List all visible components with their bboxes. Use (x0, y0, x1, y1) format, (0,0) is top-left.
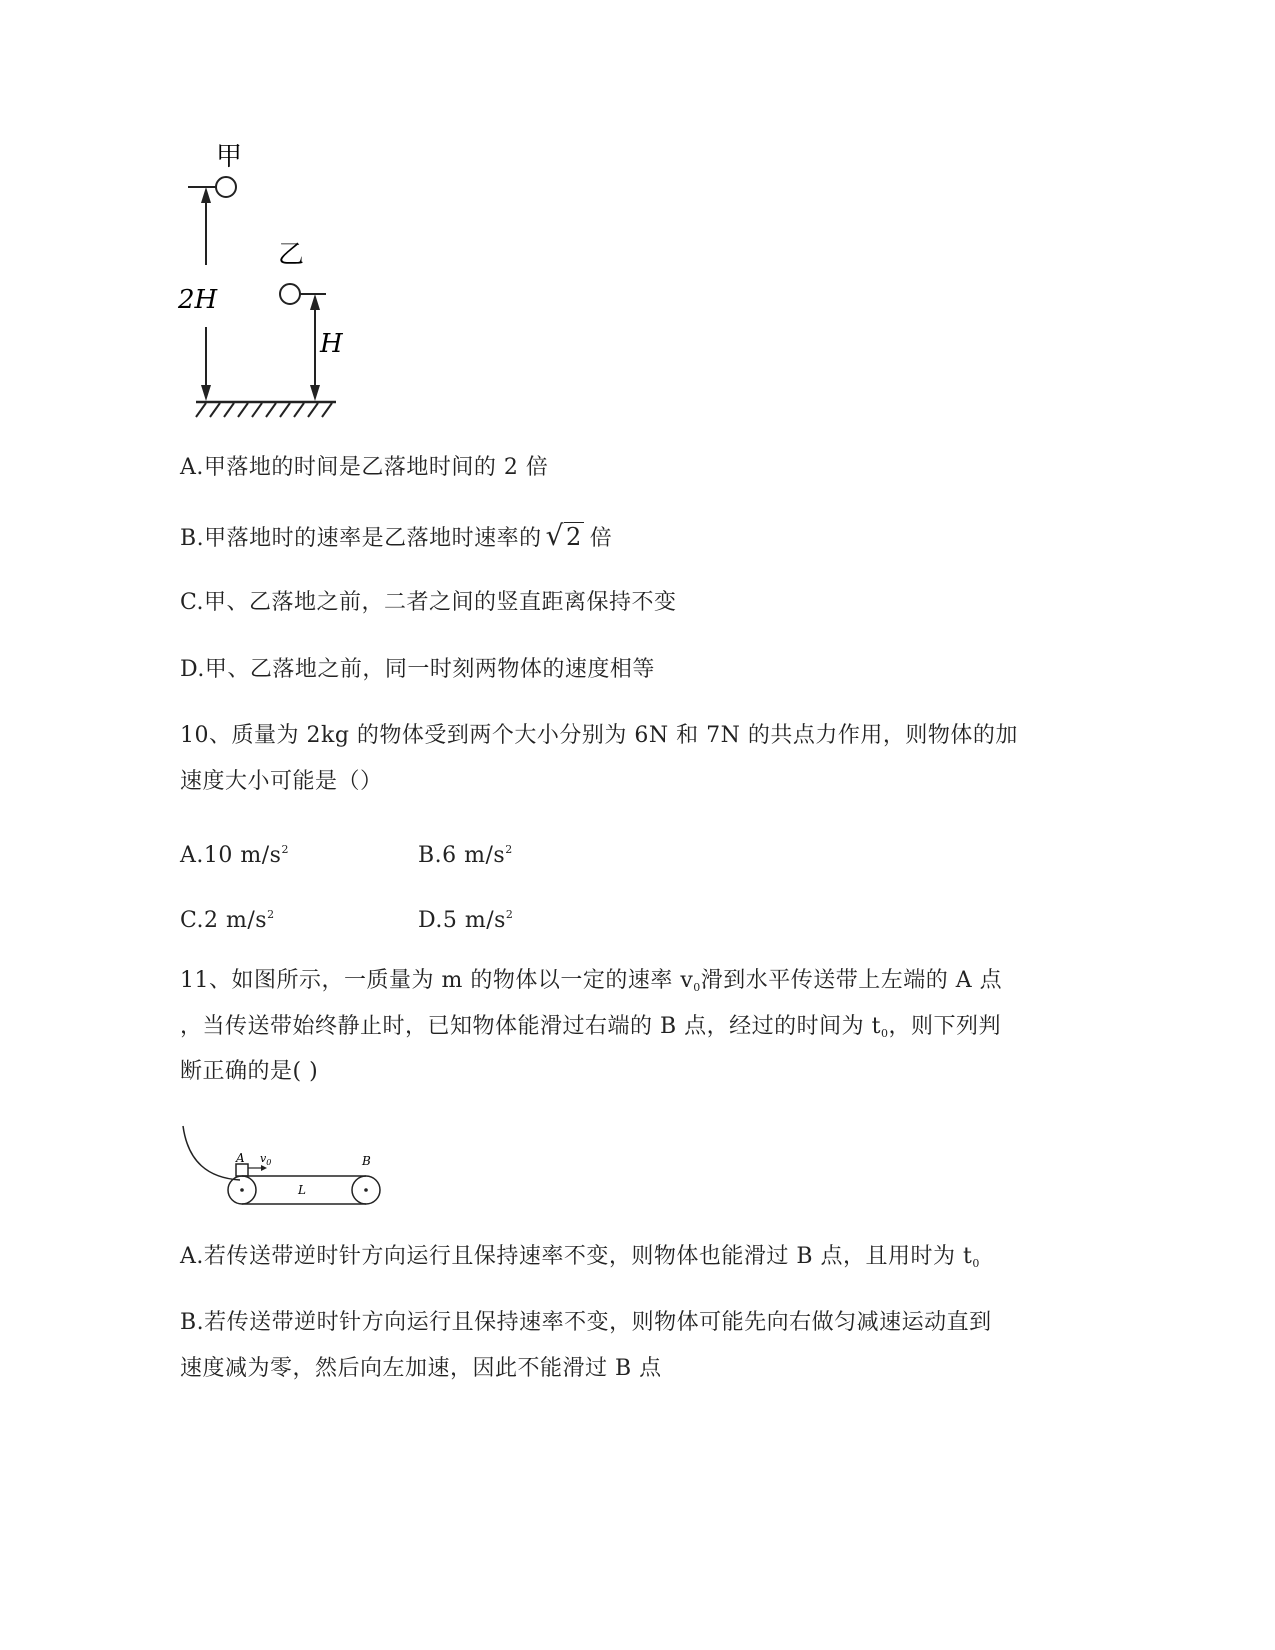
superscript: 2 (267, 908, 275, 921)
q9-option-b-text: B.甲落地时的速率是乙落地时速率的 (180, 526, 542, 551)
q10-option-a (180, 835, 289, 871)
superscript: 2 (281, 843, 289, 856)
svg-text:v0 (260, 1152, 271, 1167)
ground-hatching (196, 403, 332, 417)
free-fall-figure (170, 135, 370, 425)
label-yi: 乙 (278, 240, 305, 270)
label-v0: v (260, 1152, 267, 1165)
q10-option-b-text: B.6 m/s (418, 843, 506, 868)
q9-option-c: C.甲、乙落地之前，二者之间的竖直距离保持不变 (180, 590, 677, 615)
subscript: 0 (881, 1027, 889, 1040)
q10-option-c (180, 900, 275, 936)
label-L: L (298, 1183, 306, 1197)
conveyor-belt-figure (178, 1122, 388, 1214)
q10-option-d (418, 900, 513, 936)
q10-option-b (418, 835, 513, 871)
q9-option-b (180, 521, 612, 554)
q11-option-a (180, 1242, 980, 1279)
ramp-curve (183, 1126, 240, 1180)
q11-stem-line2-a: ，当传送带始终静止时，已知物体能滑过右端的 B 点，经过的时间为 t (180, 1014, 881, 1039)
q11-option-b-line1: B.若传送带逆时针方向运行且保持速率不变，则物体可能先向右做匀减速运动直到 (180, 1310, 992, 1335)
label-jia: 甲 (216, 142, 243, 172)
label-H: H (320, 329, 343, 359)
superscript: 2 (505, 908, 514, 921)
label-A: A (236, 1151, 245, 1165)
q11-stem-line2-b: ，则下列判 (888, 1014, 1002, 1039)
q10-option-d-text: D.5 m/s (418, 908, 506, 933)
q11-stem-line2 (180, 1012, 1001, 1049)
block (236, 1164, 248, 1176)
label-2H: 2H (178, 285, 218, 315)
q10-stem-line2: 速度大小可能是（） (180, 769, 383, 794)
label-v0-sub: 0 (266, 1158, 272, 1167)
ball-jia (216, 177, 236, 197)
superscript: 2 (505, 843, 513, 856)
subscript: 0 (972, 1257, 980, 1270)
q9-option-a: A.甲落地的时间是乙落地时间的 2 倍 (180, 455, 549, 480)
q11-stem-line1-a: 11、如图所示，一质量为 m 的物体以一定的速率 v (180, 968, 694, 993)
q10-option-a-text: A.10 m/s (180, 843, 282, 868)
q9-option-b-suffix: 倍 (589, 526, 613, 551)
q10-stem-line1: 10、质量为 2kg 的物体受到两个大小分别为 6N 和 7N 的共点力作用，则物体的加 (180, 723, 1018, 748)
q9-option-d: D.甲、乙落地之前，同一时刻两物体的速度相等 (180, 657, 655, 682)
ball-yi (280, 284, 300, 304)
q11-stem-line1 (180, 966, 1002, 1003)
sqrt-radicand: 2 (566, 523, 582, 551)
q11-stem-line1-b: 滑到水平传送带上左端的 A 点 (700, 968, 1003, 993)
q10-option-c-text: C.2 m/s (180, 908, 268, 933)
label-B: B (362, 1154, 371, 1168)
q11-stem-line3: 断正确的是( ) (180, 1059, 319, 1084)
sqrt-symbol: √2 (545, 519, 582, 552)
subscript: 0 (693, 981, 701, 994)
q11-option-a-text: A.若传送带逆时针方向运行且保持速率不变，则物体也能滑过 B 点，且用时为 t (180, 1244, 973, 1269)
q11-option-b-line2: 速度减为零，然后向左加速，因此不能滑过 B 点 (180, 1356, 662, 1381)
